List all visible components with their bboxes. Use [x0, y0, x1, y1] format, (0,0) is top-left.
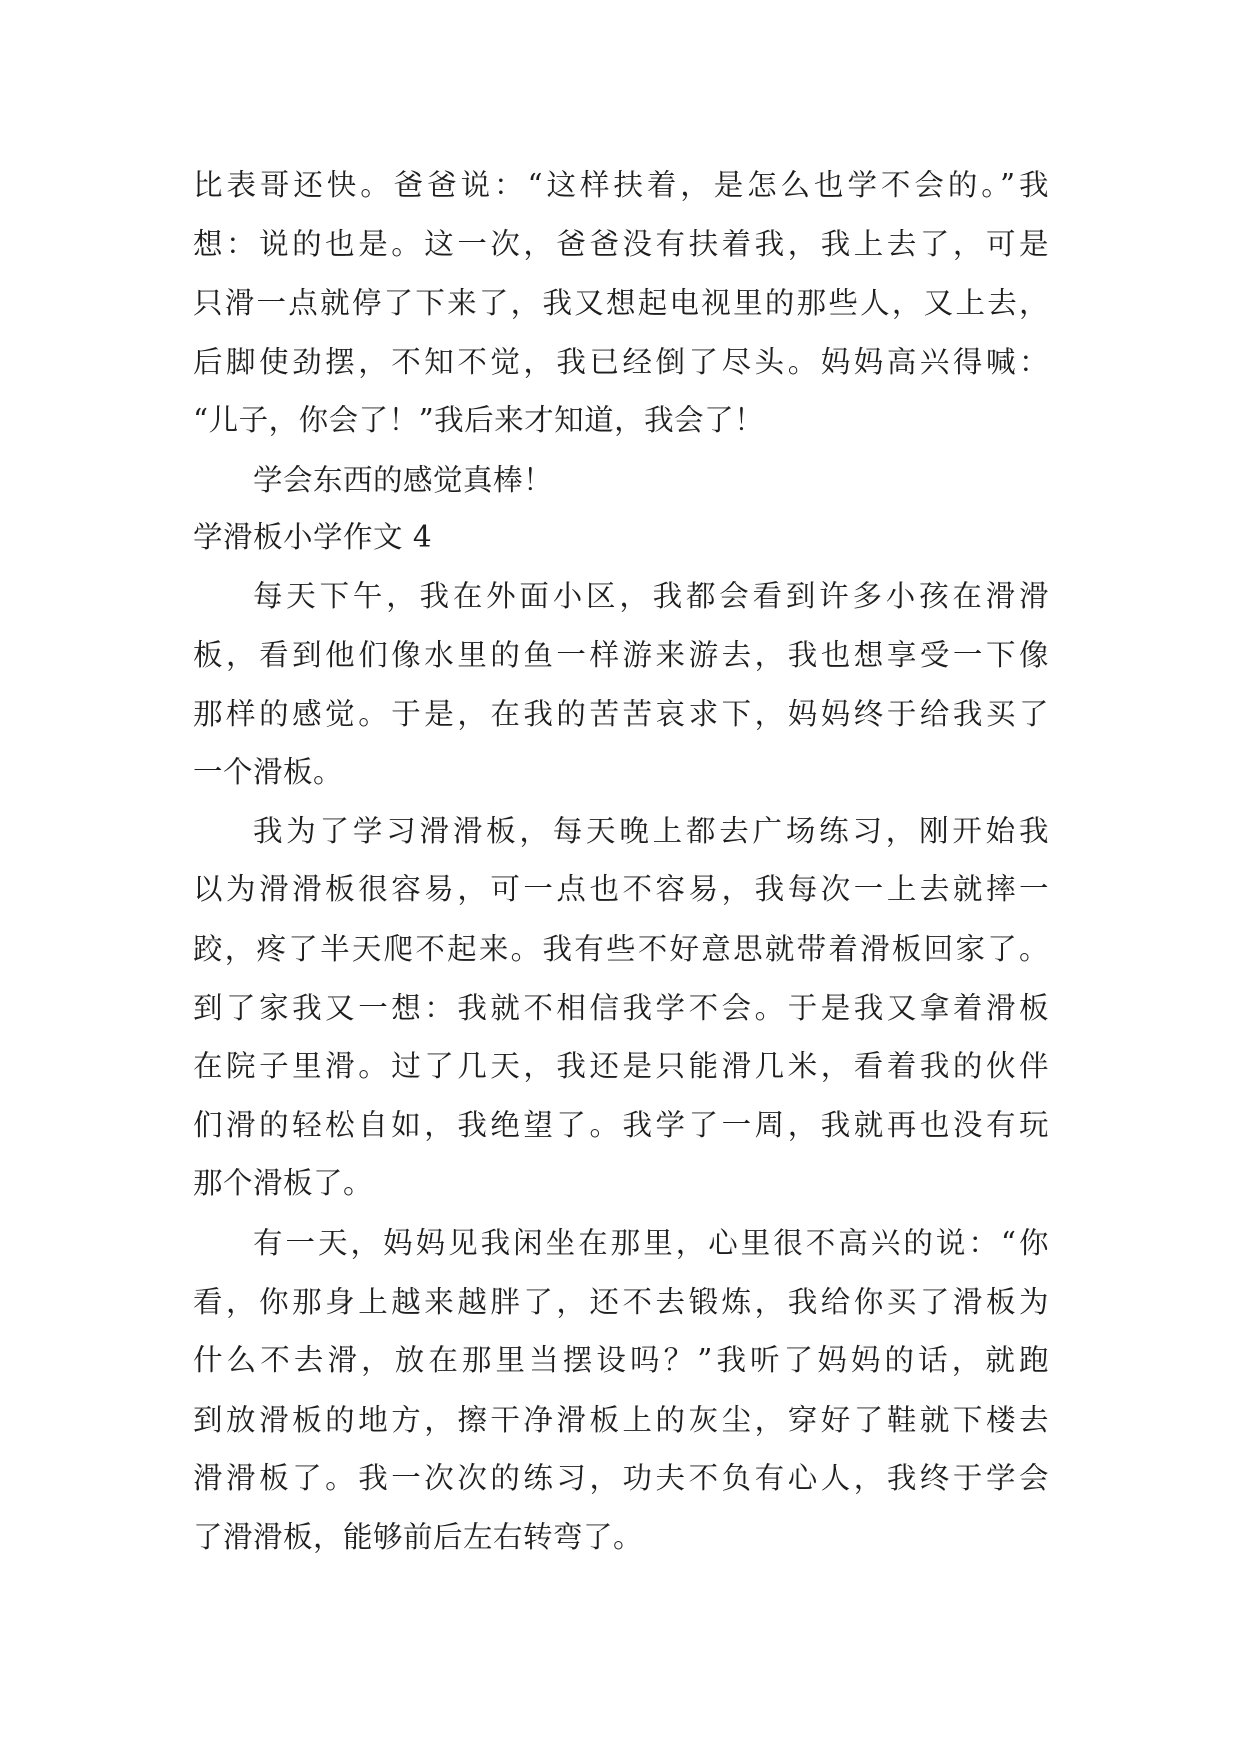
text-line: 那样的感觉。于是，在我的苦苦哀求下，妈妈终于给我买了	[193, 697, 1049, 731]
text-line: 有一天，妈妈见我闲坐在那里，心里很不高兴的说：“你	[253, 1226, 1049, 1260]
section-heading: 学滑板小学作文 4	[193, 520, 433, 554]
text-line: 到放滑板的地方，擦干净滑板上的灰尘，穿好了鞋就下楼去	[193, 1403, 1049, 1437]
text-line: 什么不去滑，放在那里当摆设吗？”我听了妈妈的话，就跑	[193, 1343, 1049, 1377]
text-line: 比表哥还快。爸爸说：“这样扶着，是怎么也学不会的。”我	[193, 168, 1049, 202]
text-line: 到了家我又一想：我就不相信我学不会。于是我又拿着滑板	[193, 991, 1049, 1025]
text-line: 板，看到他们像水里的鱼一样游来游去，我也想享受一下像	[193, 638, 1049, 672]
text-line: 们滑的轻松自如，我绝望了。我学了一周，我就再也没有玩	[193, 1108, 1049, 1142]
text-line: 学会东西的感觉真棒！	[253, 463, 554, 497]
text-line: 我为了学习滑滑板，每天晚上都去广场练习，刚开始我	[253, 814, 1049, 848]
text-line: 每天下午，我在外面小区，我都会看到许多小孩在滑滑	[253, 579, 1049, 613]
text-line: 看，你那身上越来越胖了，还不去锻炼，我给你买了滑板为	[193, 1285, 1049, 1319]
text-line: 想：说的也是。这一次，爸爸没有扶着我，我上去了，可是	[193, 227, 1049, 261]
text-line: 滑滑板了。我一次次的练习，功夫不负有心人，我终于学会	[193, 1461, 1049, 1495]
text-line: 后脚使劲摆，不知不觉，我已经倒了尽头。妈妈高兴得喊：	[193, 345, 1049, 379]
text-line: 那个滑板了。	[193, 1166, 374, 1200]
text-line: 了滑滑板，能够前后左右转弯了。	[193, 1520, 644, 1554]
text-line: 以为滑滑板很容易，可一点也不容易，我每次一上去就摔一	[193, 872, 1049, 906]
text-line: “儿子，你会了！”我后来才知道，我会了！	[193, 403, 765, 437]
text-line: 在院子里滑。过了几天，我还是只能滑几米，看着我的伙伴	[193, 1049, 1049, 1083]
text-line: 跤，疼了半天爬不起来。我有些不好意思就带着滑板回家了。	[193, 932, 1049, 966]
text-line: 只滑一点就停了下来了，我又想起电视里的那些人，又上去，	[193, 286, 1049, 320]
text-line: 一个滑板。	[193, 755, 344, 789]
